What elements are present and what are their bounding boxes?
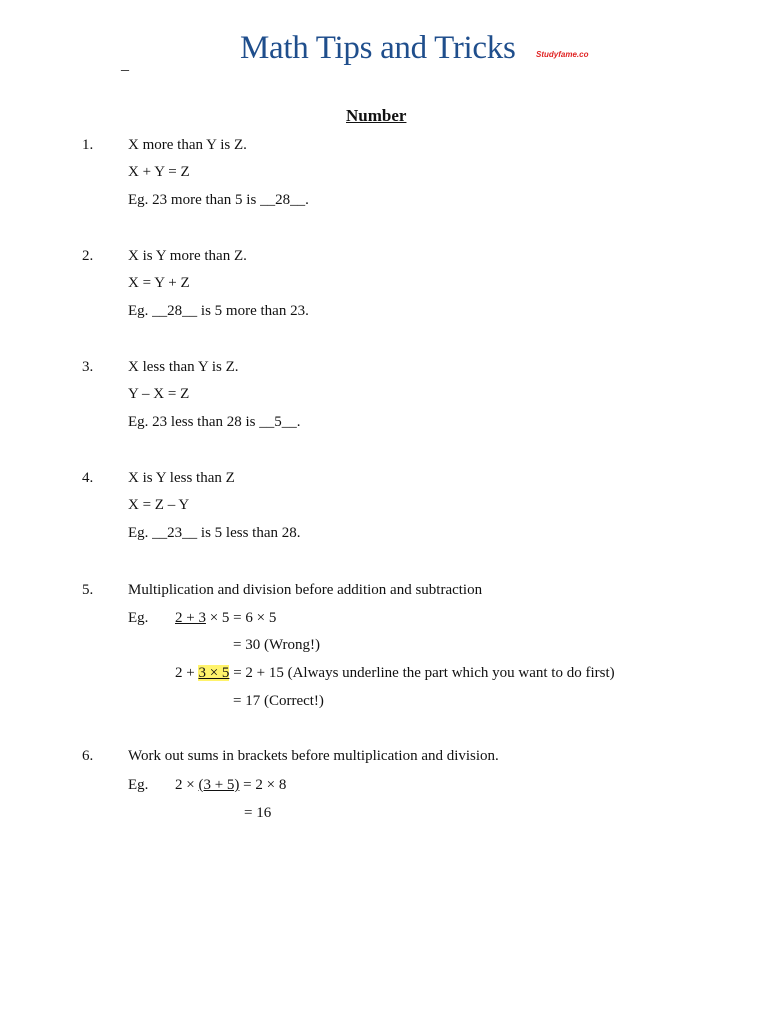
highlighted-part: 3 × 5 xyxy=(198,665,230,681)
item-number: 6. xyxy=(82,748,94,764)
expression-rest: × 5 = 6 × 5 xyxy=(205,610,277,626)
underlined-part: 2 + 3 xyxy=(175,610,206,626)
item-line: X + Y = Z xyxy=(128,164,190,180)
correct-expression xyxy=(175,665,615,682)
logo-watermark: Studyfame.co xyxy=(536,50,589,59)
item-line: X less than Y is Z. xyxy=(128,359,239,375)
expression-prefix: 2 + xyxy=(175,665,199,681)
stray-dash: _ xyxy=(121,56,129,73)
item-number: 1. xyxy=(82,137,94,153)
item-number: 4. xyxy=(82,470,94,486)
expression-rest: = 2 + 15 (Always underline the part which you want to do first) xyxy=(229,665,615,681)
item-title: Work out sums in brackets before multiplication and division. xyxy=(128,748,499,764)
item-number: 5. xyxy=(82,582,94,598)
expression-prefix: 2 × xyxy=(175,777,199,793)
item-line: Eg. 23 more than 5 is __28__. xyxy=(128,192,309,208)
bracket-result: = 16 xyxy=(244,805,272,821)
underlined-part: (3 + 5) xyxy=(198,777,240,793)
item-line: Eg. __28__ is 5 more than 23. xyxy=(128,303,309,319)
item-line: Y – X = Z xyxy=(128,386,190,402)
item-line: Eg. __23__ is 5 less than 28. xyxy=(128,525,301,541)
eg-label: Eg. xyxy=(128,777,149,793)
item-line: Eg. 23 less than 28 is __5__. xyxy=(128,414,301,430)
item-line: X = Z – Y xyxy=(128,497,190,513)
item-line: X more than Y is Z. xyxy=(128,137,247,153)
wrong-expression xyxy=(175,610,276,627)
item-title: Multiplication and division before addition and subtraction xyxy=(128,582,483,598)
item-line: X is Y more than Z. xyxy=(128,248,247,264)
wrong-result: = 30 (Wrong!) xyxy=(233,637,320,653)
page-title: Math Tips and Tricks xyxy=(240,30,516,66)
eg-label: Eg. xyxy=(128,610,149,626)
correct-result: = 17 (Correct!) xyxy=(233,693,324,709)
item-line: X is Y less than Z xyxy=(128,470,235,486)
item-number: 3. xyxy=(82,359,94,375)
item-line: X = Y + Z xyxy=(128,275,190,291)
bracket-expression xyxy=(175,777,286,794)
expression-rest: = 2 × 8 xyxy=(239,777,287,793)
section-heading: Number xyxy=(346,106,407,125)
item-number: 2. xyxy=(82,248,94,264)
